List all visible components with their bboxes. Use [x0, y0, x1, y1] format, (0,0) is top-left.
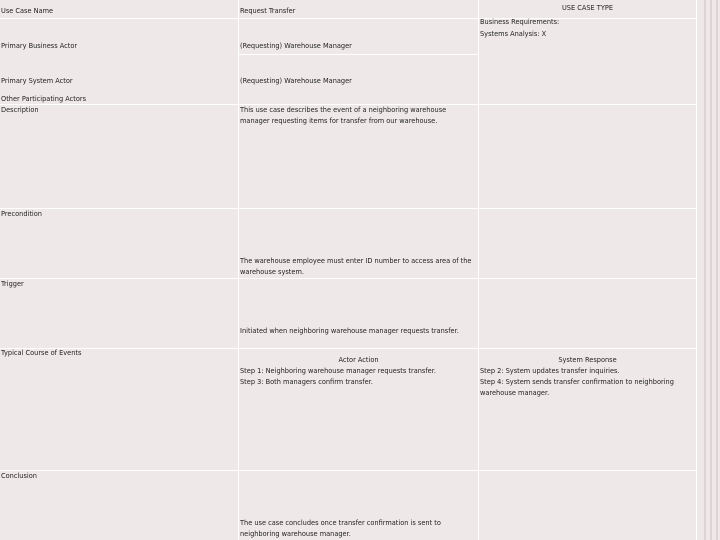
edge-stripe: [716, 0, 718, 540]
system-step: Step 4: System sends transfer confirmation to neighboring warehouse manager.: [480, 378, 674, 397]
primary-system-actor-label: Primary System Actor: [1, 77, 73, 85]
use-case-type-header: USE CASE TYPE: [561, 4, 614, 12]
column-divider: [238, 0, 239, 540]
system-response-header: System Response: [558, 356, 617, 364]
column-divider: [478, 0, 479, 540]
edge-stripe: [704, 0, 706, 540]
conclusion-label: Conclusion: [1, 472, 37, 480]
business-requirements: Business Requirements:: [480, 18, 560, 26]
row-divider: [0, 348, 697, 349]
description-label: Description: [1, 106, 39, 114]
other-participating-actors-label: Other Participating Actors: [1, 95, 87, 103]
row-divider: [0, 208, 697, 209]
systems-analysis: Systems Analysis: X: [480, 30, 547, 38]
actor-step: Step 1: Neighboring warehouse manager requests transfer.: [240, 367, 436, 375]
precondition-value: The warehouse employee must enter ID number to access area of the warehouse system.: [240, 257, 472, 276]
use-case-name-label: Use Case Name: [1, 7, 54, 15]
primary-system-actor-value: (Requesting) Warehouse Manager: [240, 77, 352, 85]
row-divider: [238, 54, 479, 55]
precondition-label: Precondition: [1, 210, 42, 218]
row-divider: [0, 278, 697, 279]
description-value: This use case describes the event of a neighboring warehouse manager requesting items for transfer from our warehouse.: [240, 106, 447, 125]
actor-action-header: Actor Action: [338, 356, 379, 364]
primary-business-actor-value: (Requesting) Warehouse Manager: [240, 42, 352, 50]
column-divider: [696, 0, 697, 540]
trigger-label: Trigger: [1, 280, 24, 288]
primary-business-actor-label: Primary Business Actor: [1, 42, 78, 50]
system-step: Step 2: System updates transfer inquiries.: [480, 367, 620, 375]
edge-stripe: [710, 0, 712, 540]
row-divider: [0, 18, 697, 19]
use-case-name-value: Request Transfer: [240, 7, 296, 15]
trigger-value: Initiated when neighboring warehouse manager requests transfer.: [240, 327, 459, 335]
actor-step: Step 3: Both managers confirm transfer.: [240, 378, 373, 386]
conclusion-value: The use case concludes once transfer confirmation is sent to neighboring warehouse manager.: [240, 519, 441, 538]
typical-course-label: Typical Course of Events: [1, 349, 82, 357]
row-divider: [0, 470, 697, 471]
